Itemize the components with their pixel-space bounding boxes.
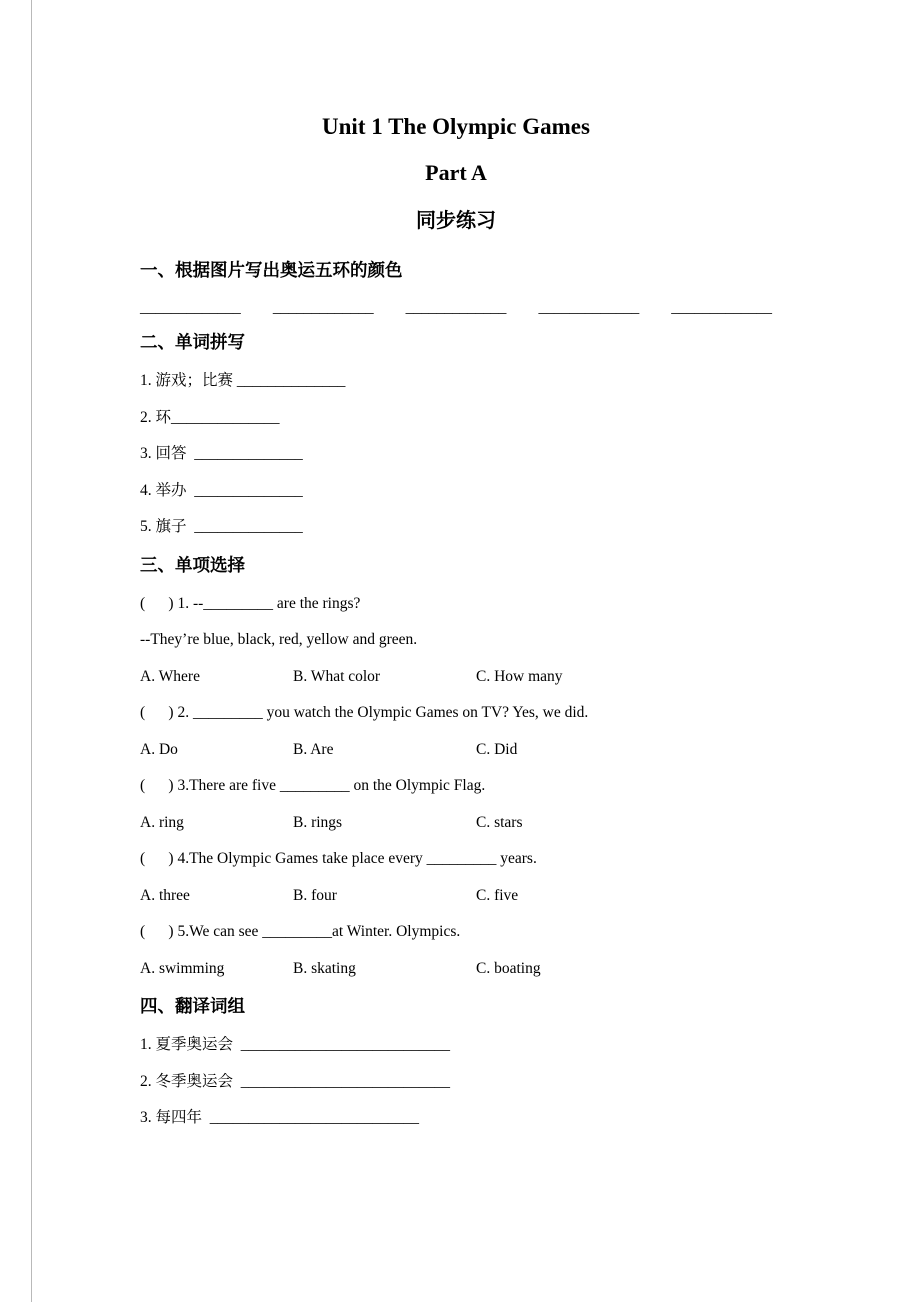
blank-line: _____________: [140, 299, 241, 316]
option: C. stars: [476, 813, 523, 831]
phrase-item: 1. 夏季奥运会 ___________________________: [140, 1036, 451, 1053]
option: C. five: [476, 886, 519, 904]
section-4-heading: 四、翻译词组: [140, 996, 245, 1016]
blank-line: _____________: [538, 299, 640, 316]
question-stem: ( ) 1. --_________ are the rings?: [140, 594, 361, 612]
option: A. Where: [140, 667, 200, 685]
option: C. How many: [476, 667, 563, 685]
option: B. rings: [293, 813, 343, 831]
doc-title: Unit 1 The Olympic Games: [322, 114, 590, 139]
blank-line: _____________: [272, 299, 374, 316]
ring-color-blanks-row: [140, 291, 772, 325]
question-options-row: [140, 805, 772, 842]
word-item: 2. 环______________: [140, 408, 280, 426]
blank-line: _____________: [405, 299, 507, 316]
question-options-row: [140, 951, 772, 988]
word-item: 1. 游戏；比赛 ______________: [140, 372, 346, 389]
option: B. Are: [293, 740, 334, 758]
question-stem: ( ) 5.We can see _________at Winter. Olympics.: [140, 923, 461, 940]
option: B. What color: [293, 667, 381, 685]
word-item: 3. 回答 ______________: [140, 445, 303, 462]
question-stem: ( ) 3.There are five _________ on the Olympic Flag.: [140, 777, 486, 794]
question-options-row: [140, 878, 772, 915]
section-3-heading: 三、单项选择: [140, 554, 245, 575]
blank-line: _____________: [671, 299, 772, 316]
option: B. four: [293, 886, 337, 904]
question-stem: ( ) 4.The Olympic Games take place every _________ years.: [140, 850, 537, 867]
word-item: 5. 旗子 ______________: [140, 518, 303, 535]
phrase-item: 3. 每四年 ___________________________: [140, 1109, 420, 1126]
phrase-item: 2. 冬季奥运会 ___________________________: [140, 1072, 451, 1090]
option: A. Do: [140, 740, 178, 758]
doc-part-title: Part A: [425, 160, 487, 185]
answer-line: --They’re blue, black, red, yellow and green.: [140, 631, 418, 648]
option: C. Did: [476, 740, 518, 758]
doc-exercise-title: 同步练习: [416, 210, 496, 232]
option: A. three: [140, 886, 190, 904]
question-stem: ( ) 2. _________ you watch the Olympic Games on TV? Yes, we did.: [140, 704, 589, 721]
question-options-row: [140, 732, 772, 769]
document-content: [140, 114, 772, 1137]
word-item: 4. 举办 ______________: [140, 481, 303, 499]
option: C. boating: [476, 959, 541, 977]
option: A. swimming: [140, 959, 225, 977]
page-left-border-line: [31, 0, 32, 1302]
section-1-heading: 一、根据图片写出奥运五环的颜色: [140, 260, 403, 280]
option: B. skating: [293, 959, 356, 977]
question-options-row: [140, 659, 772, 696]
option: A. ring: [140, 813, 184, 831]
section-2-heading: 二、单词拼写: [140, 332, 245, 352]
